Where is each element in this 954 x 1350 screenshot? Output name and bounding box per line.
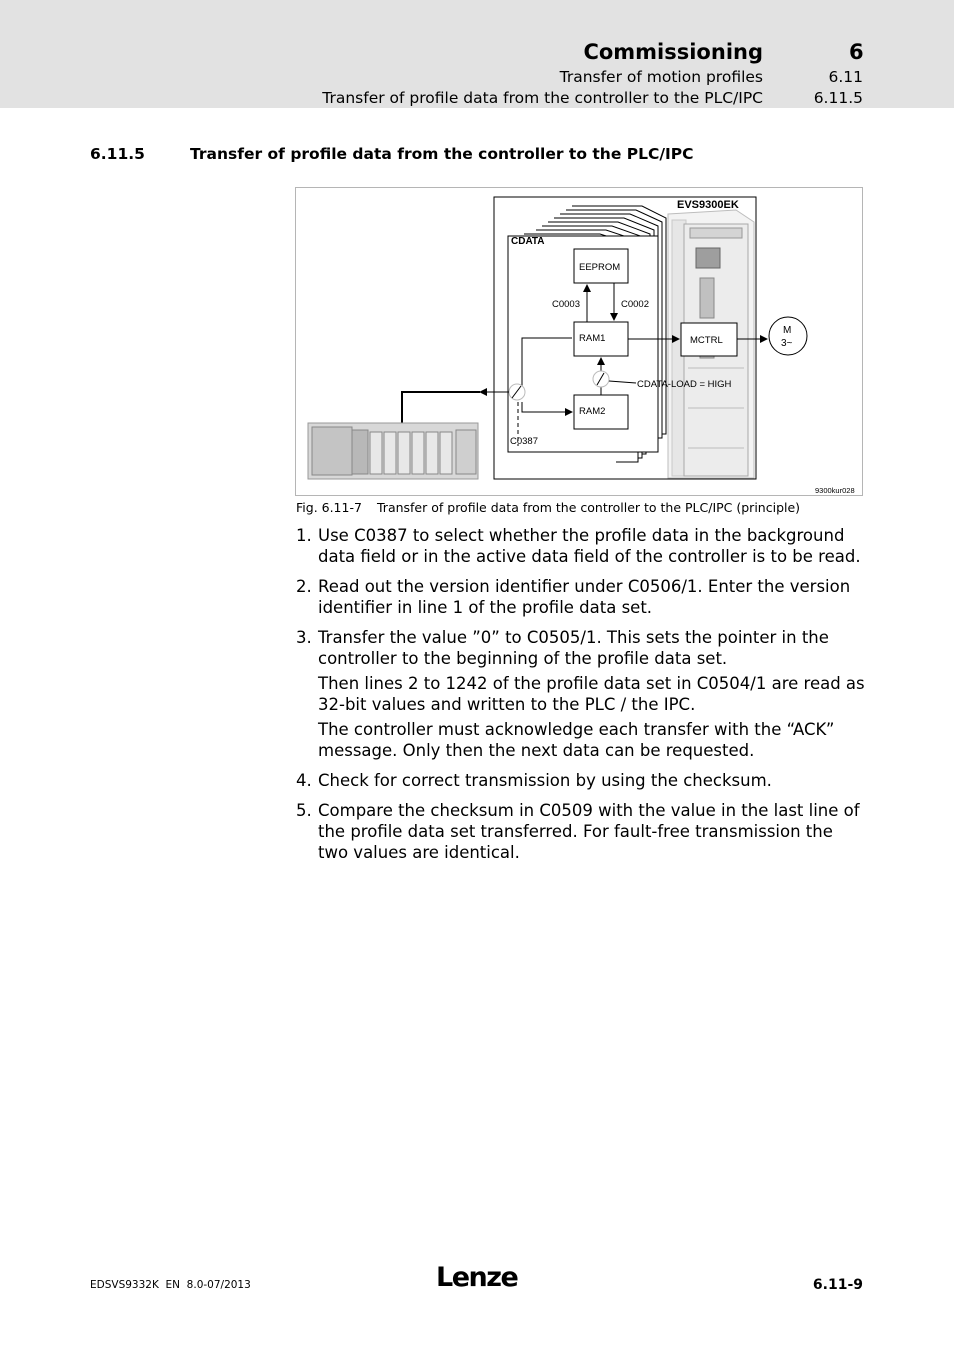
subsection-title: Transfer of motion profiles	[559, 68, 763, 86]
figure-caption: Transfer of profile data from the controller to the PLC/IPC (principle)	[377, 500, 801, 515]
chapter-title: Commissioning	[583, 40, 763, 64]
step-text: Compare the checksum in C0509 with the value in the last line of the profile data set transferred. For fault-free transmission the two values are identical.	[318, 801, 860, 862]
step-number: 1.	[296, 526, 312, 545]
step-number: 4.	[296, 771, 312, 790]
cdata-label: CDATA	[511, 236, 545, 247]
subsubsection-number: 6.11.5	[813, 89, 863, 107]
step-text: Transfer the value ”0” to C0505/1. This sets the pointer in the controller to the beginning of the profile data set.	[318, 628, 829, 668]
c0002-label: C0002	[621, 299, 649, 310]
chapter-number: 6	[849, 40, 864, 64]
ram1-label: RAM1	[579, 333, 606, 344]
list-item	[296, 627, 866, 761]
lenze-logo: Lenze	[436, 1262, 518, 1293]
cdata-load-label: CDATA-LOAD = HIGH	[637, 379, 732, 390]
page-number: 6.11-9	[812, 1277, 863, 1293]
c0003-label: C0003	[552, 299, 580, 310]
mctrl-label: MCTRL	[690, 335, 723, 346]
section-title: Transfer of profile data from the controller to the PLC/IPC	[190, 145, 694, 163]
profile-transfer-diagram	[296, 188, 864, 497]
step-number: 3.	[296, 628, 312, 647]
step-note: The controller must acknowledge each transfer with the “ACK” message. Only then the next data can be requested.	[318, 720, 835, 760]
list-item	[296, 576, 866, 618]
step-text: Check for correct transmission by using the checksum.	[318, 771, 772, 790]
c0387-label: C0387	[510, 436, 538, 447]
motor-label-phase: 3~	[781, 338, 793, 349]
step-text: Read out the version identifier under C0506/1. Enter the version identifier in line 1 of the profile data set.	[318, 577, 851, 617]
list-item	[296, 770, 866, 791]
figure-frame	[295, 187, 863, 496]
section-number: 6.11.5	[90, 145, 145, 163]
step-number: 2.	[296, 577, 312, 596]
plc-image	[308, 423, 478, 479]
ram2-label: RAM2	[579, 406, 606, 417]
motor-symbol	[769, 317, 807, 355]
footer-doc-id: EDSVS9332K EN 8.0-07/2013	[90, 1279, 251, 1291]
list-item	[296, 525, 866, 567]
step-text: Use C0387 to select whether the profile data in the background data field or in the active data field of the controller is to be read.	[318, 526, 861, 566]
device-label: EVS9300EK	[677, 199, 739, 211]
figure-id: 9300kur028	[815, 486, 855, 495]
step-note: Then lines 2 to 1242 of the profile data set in C0504/1 are read as 32-bit values and written to the PLC / the IPC.	[318, 674, 865, 714]
step-number: 5.	[296, 801, 312, 820]
eeprom-label: EEPROM	[579, 262, 621, 273]
motor-label-m: M	[783, 325, 792, 336]
subsubsection-title: Transfer of profile data from the controller to the PLC/IPC	[322, 89, 763, 107]
steps-list	[296, 525, 866, 872]
figure-number: Fig. 6.11-7	[296, 500, 362, 515]
subsection-number: 6.11	[828, 68, 863, 86]
list-item	[296, 800, 866, 863]
